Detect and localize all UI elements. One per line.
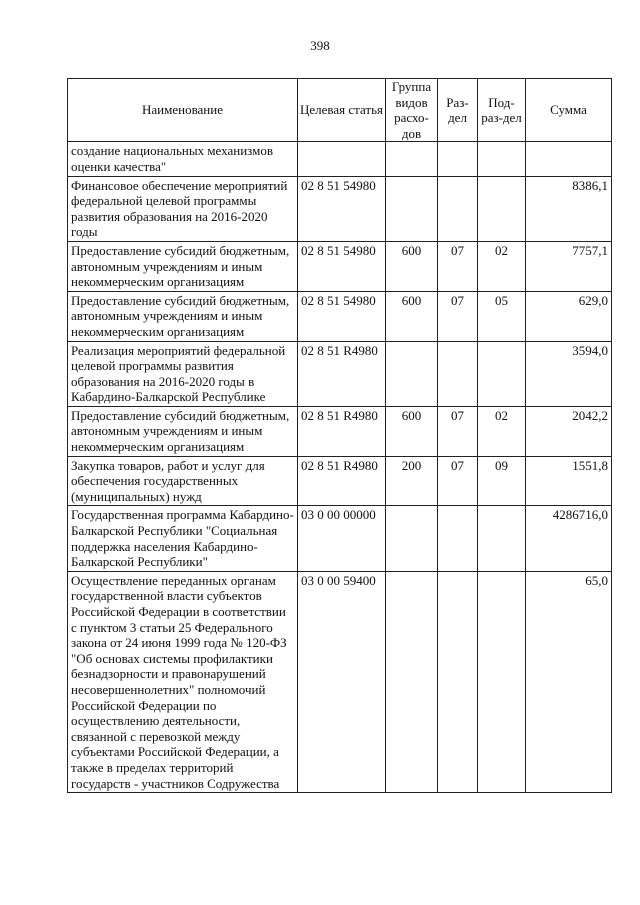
row-section: 07 xyxy=(438,291,478,341)
table-row xyxy=(68,456,612,506)
row-subsection: 02 xyxy=(478,406,526,456)
row-subsection xyxy=(478,341,526,406)
row-name: Закупка товаров, работ и услуг для обеспечения государственных (муниципальных) нужд xyxy=(68,456,298,506)
table-row xyxy=(68,506,612,571)
table-row xyxy=(68,406,612,456)
row-subsection xyxy=(478,506,526,571)
row-target-article: 02 8 51 54980 xyxy=(298,176,386,241)
row-expense-group: 600 xyxy=(386,291,438,341)
row-subsection xyxy=(478,176,526,241)
row-section xyxy=(438,176,478,241)
row-sum: 8386,1 xyxy=(526,176,612,241)
header-sum: Сумма xyxy=(526,79,612,142)
row-target-article: 02 8 51 54980 xyxy=(298,241,386,291)
row-expense-group xyxy=(386,142,438,176)
row-expense-group xyxy=(386,571,438,792)
table-row xyxy=(68,291,612,341)
row-subsection: 09 xyxy=(478,456,526,506)
row-subsection xyxy=(478,571,526,792)
page-number: 398 xyxy=(310,38,330,53)
row-target-article: 02 8 51 R4980 xyxy=(298,456,386,506)
row-expense-group xyxy=(386,506,438,571)
row-target-article: 03 0 00 59400 xyxy=(298,571,386,792)
row-section xyxy=(438,506,478,571)
row-name: создание национальных механизмов оценки качества" xyxy=(68,142,298,176)
row-section xyxy=(438,571,478,792)
table-header-row xyxy=(68,79,612,142)
row-expense-group: 200 xyxy=(386,456,438,506)
row-expense-group: 600 xyxy=(386,241,438,291)
row-sum: 1551,8 xyxy=(526,456,612,506)
row-name: Реализация мероприятий федеральной целевой программы развития образования на 2016-2020 годы в Кабардино-Балкарской Республике xyxy=(68,341,298,406)
header-target-article: Целевая статья xyxy=(298,79,386,142)
header-expense-group: Группа видов расхо-дов xyxy=(386,79,438,142)
row-target-article: 03 0 00 00000 xyxy=(298,506,386,571)
row-sum: 65,0 xyxy=(526,571,612,792)
table-row xyxy=(68,176,612,241)
row-target-article xyxy=(298,142,386,176)
row-expense-group xyxy=(386,341,438,406)
header-section: Раз-дел xyxy=(438,79,478,142)
row-target-article: 02 8 51 R4980 xyxy=(298,406,386,456)
table-row xyxy=(68,341,612,406)
row-section xyxy=(438,341,478,406)
budget-table xyxy=(67,78,612,793)
row-name: Предоставление субсидий бюджетным, автономным учреждениям и иным некоммерческим организациям xyxy=(68,406,298,456)
row-sum: 2042,2 xyxy=(526,406,612,456)
row-sum: 4286716,0 xyxy=(526,506,612,571)
row-name: Финансовое обеспечение мероприятий федеральной целевой программы развития образования на 2016-2020 годы xyxy=(68,176,298,241)
row-section: 07 xyxy=(438,456,478,506)
row-sum: 629,0 xyxy=(526,291,612,341)
table-row xyxy=(68,571,612,792)
row-section xyxy=(438,142,478,176)
row-name: Предоставление субсидий бюджетным, автономным учреждениям и иным некоммерческим организациям xyxy=(68,291,298,341)
row-subsection: 05 xyxy=(478,291,526,341)
row-sum: 3594,0 xyxy=(526,341,612,406)
table-row xyxy=(68,241,612,291)
table-row xyxy=(68,142,612,176)
row-section: 07 xyxy=(438,241,478,291)
row-expense-group: 600 xyxy=(386,406,438,456)
row-subsection: 02 xyxy=(478,241,526,291)
row-name: Осуществление переданных органам государственной власти субъектов Российской Федерации в соответствии с пунктом 3 статьи 25 Федерального закона от 24 июня 1999 года № 120-ФЗ "Об основах системы профилактики безнадзорности и правонарушений несовершеннолетних" полномочий Российской Федерации по осуществлению деятельности, связанной с перевозкой между субъектами Российской Федерации, а также в пределах территорий государств - участников Содружества xyxy=(68,571,298,792)
row-name: Государственная программа Кабардино-Балкарской Республики "Социальная поддержка населения Кабардино-Балкарской Республики" xyxy=(68,506,298,571)
row-subsection xyxy=(478,142,526,176)
header-subsection: Под-раз-дел xyxy=(478,79,526,142)
row-target-article: 02 8 51 R4980 xyxy=(298,341,386,406)
row-sum: 7757,1 xyxy=(526,241,612,291)
row-expense-group xyxy=(386,176,438,241)
row-name: Предоставление субсидий бюджетным, автономным учреждениям и иным некоммерческим организациям xyxy=(68,241,298,291)
row-section: 07 xyxy=(438,406,478,456)
header-name: Наименование xyxy=(68,79,298,142)
row-target-article: 02 8 51 54980 xyxy=(298,291,386,341)
row-sum xyxy=(526,142,612,176)
